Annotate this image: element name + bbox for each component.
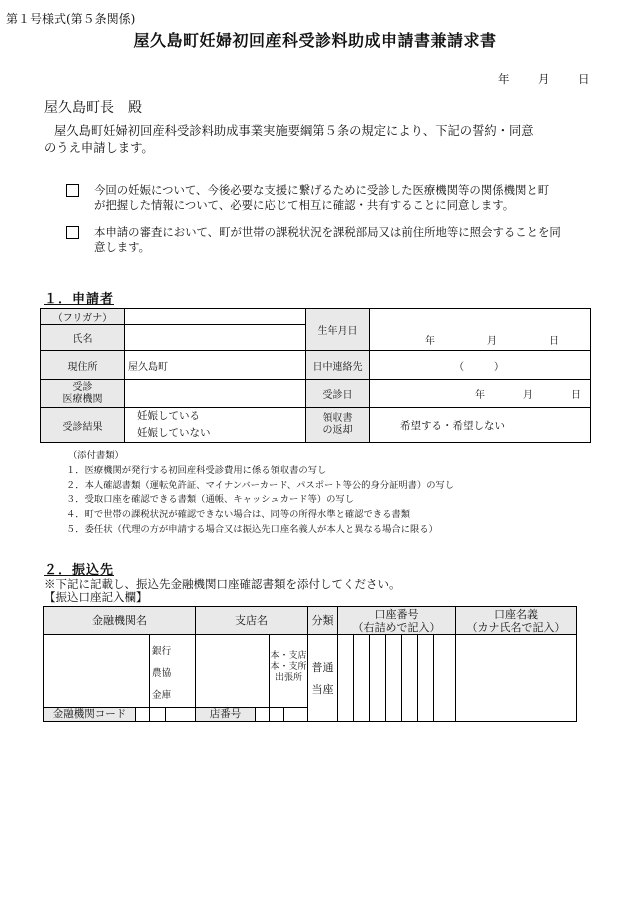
col-account-number-line-2: （右詰めで記入）	[352, 620, 441, 634]
bank-code-label: 金融機関コード	[44, 708, 136, 722]
branch-code-digit-3[interactable]	[284, 708, 308, 722]
bank-kind-options[interactable]	[150, 635, 196, 708]
col-account-holder	[456, 607, 577, 635]
transfer-field-title: 【振込口座記入欄】	[44, 590, 148, 604]
bank-kind-agri-coop[interactable]: 農協	[152, 668, 172, 679]
attachment-item: ５．委任状（代理の方が申請する場合又は振込先口座名義人が本人と異なる場合に限る）	[66, 523, 438, 535]
bank-account-table	[43, 606, 577, 722]
clinic-label-line-1: 受診	[72, 381, 93, 393]
name-field[interactable]	[125, 325, 306, 351]
account-type-options[interactable]	[308, 635, 338, 722]
contact-field[interactable]: （ ）	[370, 351, 591, 380]
address-field[interactable]: 屋久島町	[125, 351, 306, 380]
consent-2-line-2: 意します。	[94, 240, 151, 254]
application-date[interactable]	[498, 71, 590, 87]
consent-checkbox-2[interactable]	[66, 226, 79, 239]
furigana-label: （フリガナ）	[41, 309, 125, 325]
branch-name-field[interactable]	[196, 635, 270, 708]
account-digit-4[interactable]	[386, 635, 402, 722]
consent-1-line-1: 今回の妊娠について、今後必要な支援に繋げるために受診した医療機関等の関係機関と町	[94, 183, 550, 197]
address-label: 現住所	[41, 351, 125, 380]
consent-2-line-1: 本申請の審査において、町が世帯の課税状況を課税部局又は前住所地等に照会することを同	[94, 225, 561, 239]
bank-name-field[interactable]	[44, 635, 150, 708]
addressee: 屋久島町長 殿	[44, 100, 142, 116]
section-transfer-heading: ２．振込先	[44, 563, 115, 578]
visit-day-label: 日	[571, 390, 581, 401]
result-option-pregnant[interactable]: 妊娠している	[137, 410, 200, 422]
clinic-label-line-2: 医療機関	[62, 393, 103, 405]
col-branch-name: 支店名	[196, 607, 308, 635]
branch-kind-options[interactable]	[270, 635, 308, 708]
contact-label: 日中連絡先	[306, 351, 370, 380]
account-digit-5[interactable]	[402, 635, 418, 722]
result-option-not-pregnant[interactable]: 妊娠していない	[137, 427, 211, 439]
account-digit-6[interactable]	[418, 635, 434, 722]
col-account-number	[338, 607, 456, 635]
consent-1-line-2: が把握した情報について、必要に応じて相互に確認・共有することに同意します。	[94, 198, 515, 212]
account-type-current[interactable]: 当座	[311, 683, 334, 696]
intro-line-1: 屋久島町妊婦初回産科受診料助成事業実施要綱第５条の規定により、下記の誓約・同意	[54, 124, 534, 138]
branch-code-label: 店番号	[196, 708, 256, 722]
bank-kind-credit[interactable]: 金庫	[152, 690, 172, 701]
visit-month-label: 月	[523, 390, 533, 401]
visit-date-label: 受診日	[306, 380, 370, 408]
attachment-item: １．医療機関が発行する初回産科受診費用に係る領収書の写し	[66, 464, 327, 476]
date-year-label: 年	[498, 72, 510, 86]
page-title: 屋久島町妊婦初回産科受診料助成申請書兼請求書	[133, 31, 497, 50]
clinic-field[interactable]	[125, 380, 306, 408]
attachment-item: ４．町で世帯の課税状況が確認できない場合は、同等の所得水準と確認できる書類	[66, 509, 410, 521]
section-applicant-heading: １．申請者	[44, 292, 115, 307]
col-bank-name: 金融機関名	[44, 607, 196, 635]
branch-kind-head-branch[interactable]: 本・支店	[270, 651, 307, 661]
visit-year-label: 年	[475, 390, 485, 401]
date-day-label: 日	[578, 72, 590, 86]
birth-year-label: 年	[425, 336, 435, 347]
col-account-holder-line-1: 口座名義	[494, 607, 538, 621]
furigana-field[interactable]	[125, 309, 306, 325]
form-number: 第１号様式(第５条関係)	[6, 12, 136, 26]
bank-code-digit-2[interactable]	[150, 708, 166, 722]
consent-checkbox-1[interactable]	[66, 184, 79, 197]
attachments-heading: （添付書類）	[68, 450, 124, 461]
bank-code-digit-3[interactable]	[166, 708, 196, 722]
receipt-return-label	[306, 408, 370, 443]
receipt-label-line-2: の返却	[322, 425, 353, 436]
date-month-label: 月	[538, 72, 550, 86]
account-digit-7[interactable]	[434, 635, 456, 722]
birth-month-label: 月	[487, 336, 497, 347]
attachments-list	[66, 449, 454, 538]
account-digit-3[interactable]	[370, 635, 386, 722]
branch-code-digit-1[interactable]	[256, 708, 270, 722]
col-account-number-line-1: 口座番号	[374, 607, 419, 621]
intro-line-2: のうえ申請します。	[44, 141, 154, 155]
account-digit-1[interactable]	[338, 635, 354, 722]
receipt-return-options[interactable]: 希望する・希望しない	[370, 408, 591, 443]
applicant-table	[40, 308, 591, 443]
receipt-label-line-1: 領収書	[322, 413, 353, 424]
account-type-ordinary[interactable]: 普通	[311, 661, 334, 674]
result-options[interactable]	[125, 408, 306, 443]
col-account-holder-line-2: （カナ氏名で記入）	[466, 620, 566, 634]
bank-kind-bank[interactable]: 銀行	[152, 646, 172, 657]
branch-kind-office[interactable]: 出張所	[274, 673, 302, 683]
transfer-note: ※下記に記載し、振込先金融機関口座確認書類を添付してください。	[44, 577, 401, 591]
account-holder-field[interactable]	[456, 635, 577, 722]
intro-text	[44, 123, 599, 157]
attachment-item: ３．受取口座を確認できる書類（通帳、キャッシュカード等）の写し	[66, 494, 355, 506]
attachment-item: ２．本人確認書類（運転免許証、マイナンバーカード、パスポート等公的身分証明書）の写し	[66, 479, 455, 491]
birth-day-label: 日	[549, 336, 559, 347]
branch-kind-head-sub[interactable]: 本・支所	[270, 662, 307, 672]
transfer-instructions	[44, 578, 401, 604]
col-account-type: 分類	[308, 607, 338, 635]
bank-code-digit-1[interactable]	[136, 708, 150, 722]
branch-code-digit-2[interactable]	[270, 708, 284, 722]
birth-date-label: 生年月日	[306, 309, 370, 351]
visit-date-field[interactable]	[370, 380, 591, 408]
result-label: 受診結果	[41, 408, 125, 443]
clinic-label	[41, 380, 125, 408]
name-label: 氏名	[41, 325, 125, 351]
account-digit-2[interactable]	[354, 635, 370, 722]
birth-date-field[interactable]	[370, 309, 591, 351]
